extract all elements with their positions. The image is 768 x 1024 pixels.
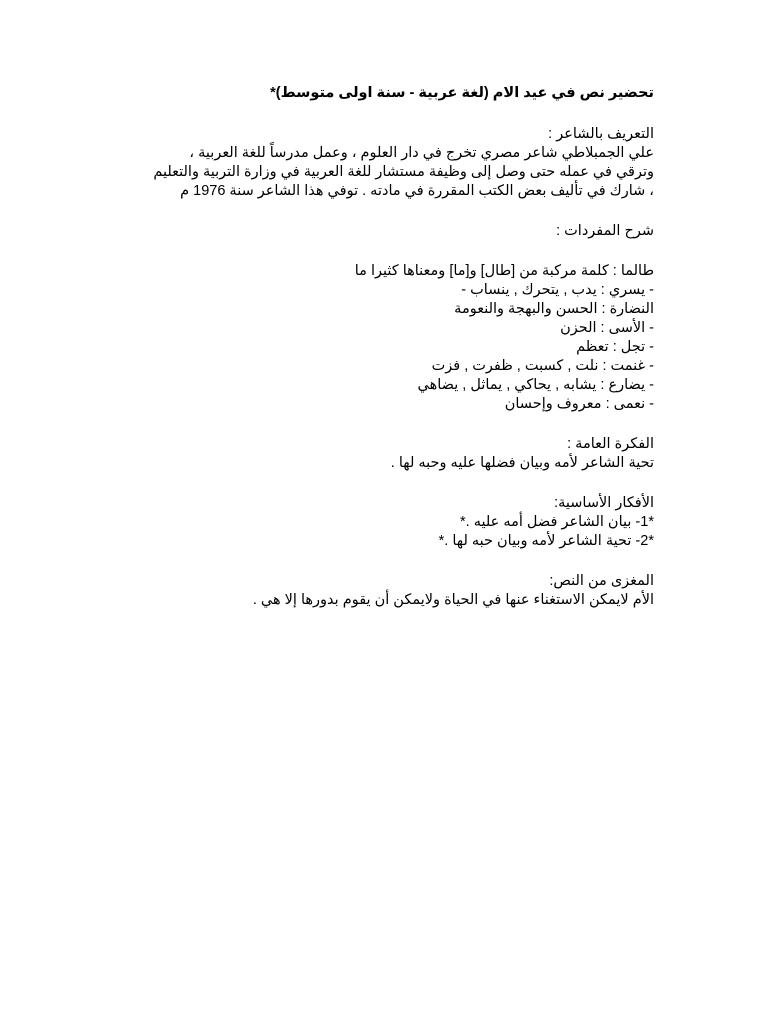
- vocabulary-item: طالما : كلمة مركبة من [طال] و[ما] ومعناها كثيرا ما: [354, 263, 654, 279]
- vocabulary-item: - يسري : يدب , يتحرك , ينساب -: [461, 282, 654, 298]
- vocabulary-section: [150, 222, 654, 414]
- document-page: [150, 84, 654, 631]
- general-idea-text: تحية الشاعر لأمه وبيان فضلها عليه وحبه لها .: [390, 455, 654, 471]
- moral-heading: المغزى من النص:: [549, 573, 654, 589]
- main-ideas-heading: الأفكار الأساسية:: [554, 495, 654, 511]
- vocabulary-item: النضارة : الحسن والبهجة والنعومة: [454, 301, 654, 317]
- moral-text: الأم لايمكن الاستغناء عنها في الحياة ولايمكن أن يقوم بدورها إلا هي .: [252, 592, 654, 608]
- main-ideas-section: [150, 494, 654, 551]
- poet-section: [150, 125, 654, 201]
- general-idea-heading: الفكرة العامة :: [567, 436, 654, 452]
- main-idea-item: *2- تحية الشاعر لأمه وبيان حبه لها .*: [438, 533, 654, 549]
- vocabulary-item: - نعمى : معروف وإحسان: [504, 396, 654, 412]
- moral-section: [150, 572, 654, 610]
- general-idea-section: [150, 435, 654, 473]
- poet-heading: التعريف بالشاعر :: [548, 126, 654, 142]
- main-idea-item: *1- بيان الشاعر فضل أمه عليه .*: [460, 514, 654, 530]
- document-title: تحضير نص في عيد الام (لغة عربية - سنة اولى متوسط)*: [270, 85, 654, 101]
- poet-bio: علي الجمبلاطي شاعر مصري تخرج في دار العلوم ، وعمل مدرساً للغة العربية ، وترقي في عمله حتى وصل إلى وظيفة مستشار للغة العربية في وزارة التربية والتعليم ، شارك في تأليف بعض الكتب المقررة في مادته . توفي هذا الشاعر سنة 1976 م: [153, 145, 654, 199]
- vocabulary-item: - يضارع : يشابه , يحاكي , يماثل , يضاهي: [417, 377, 654, 393]
- vocabulary-item: - الأسى : الحزن: [560, 320, 654, 336]
- vocabulary-heading: شرح المفردات :: [556, 223, 654, 239]
- vocabulary-item: - غنمت : نلت , كسبت , ظفرت , فزت: [431, 358, 654, 374]
- vocabulary-item: - تجل : تعظم: [576, 339, 654, 355]
